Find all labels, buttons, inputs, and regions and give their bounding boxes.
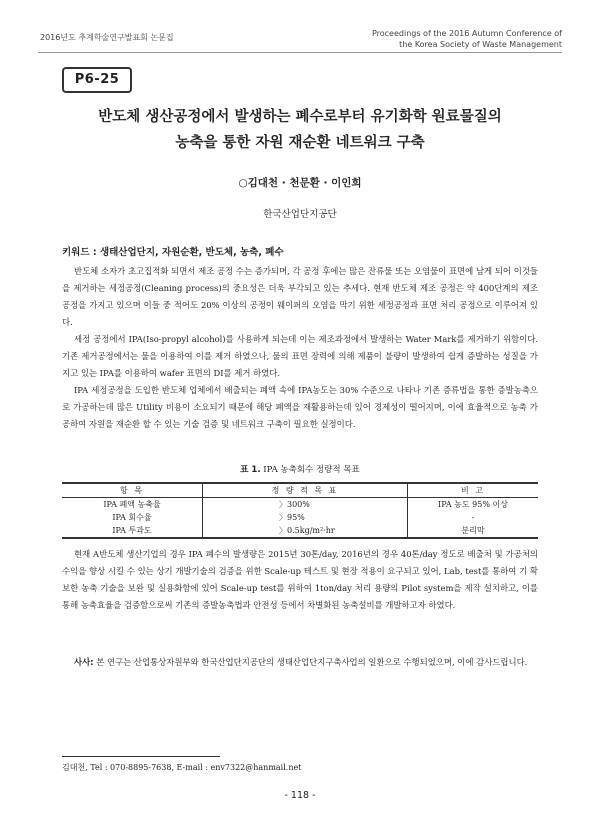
keywords-text: 생태산업단지, 자원순환, 반도체, 농축, 폐수 — [99, 247, 284, 258]
paper-title — [40, 104, 560, 156]
footnote-divider — [62, 756, 220, 757]
running-header-right-line2: the Korea Society of Waste Management — [399, 40, 562, 49]
table-cell-target: 〉0.5kg/m²·hr — [203, 524, 408, 538]
table-cell-target: 〉300% — [203, 498, 408, 512]
table-caption — [0, 463, 600, 475]
paper-code-badge: P6-25 — [62, 67, 132, 93]
table-cell-item: IPA 회수율 — [112, 513, 152, 522]
table-cell-note: - — [408, 511, 539, 524]
header-divider — [38, 52, 562, 53]
table-cell-item: IPA 폐액 농축율 — [103, 500, 161, 509]
table-row — [62, 498, 538, 512]
running-header-right-line1: Proceedings of the 2016 Autumn Conference of — [371, 29, 562, 38]
page-number: - 118 - — [284, 790, 316, 801]
table-header-row — [62, 483, 538, 498]
paper-title-line1: 반도체 생산공정에서 발생하는 폐수로부터 유기화학 원료물질의 — [98, 109, 502, 125]
table-caption-text: IPA 농축회수 정량적 목표 — [263, 465, 360, 475]
intro-paragraph-3: IPA 세정공정을 도입한 반도체 업체에서 배출되는 폐액 속에 IPA농도는 30% 수준으로 나타나 기존 증류법을 통한 증발농축으로 가공하는데 많은 Utility 비용이 소요되기 때문에 해당 폐액을 재활용하는데 있어 경제성이 떨어지며, 이에 효율적으로 농축 가공하여 자원을 재순환 할 수 있는 기술 검증 및 네트워크 구축이 필요한 실정이다. — [62, 385, 538, 429]
footnote-contact: 김대천, Tel : 070-8895-7638, E-mail : env7322@hanmail.net — [62, 763, 302, 772]
keywords — [62, 244, 284, 258]
table-cell-target: 〉95% — [203, 511, 408, 524]
table-header-item: 항 목 — [62, 483, 203, 498]
intro-section — [62, 263, 538, 433]
paper-title-line2: 농축을 통한 자원 재순환 네트워크 구축 — [175, 135, 425, 151]
table-caption-label: 표 1. — [240, 465, 261, 475]
table-cell-note: IPA 농도 95% 이상 — [408, 498, 539, 512]
acknowledgement-text: 본 연구는 산업통상자원부와 한국산업단지공단의 생태산업단지구축사업의 일환으로 수행되었으며, 이에 감사드립니다. — [96, 657, 528, 667]
intro-paragraph-2: 세정 공정에서 IPA(Iso-propyl alcohol)를 사용하게 되는데 이는 제조과정에서 발생하는 Water Mark를 제거하기 위함이다. 기존 제거공정에서는 물을 이용하여 이를 제거 하였으나, 물의 표면 장력에 의해 제품이 불량이 발생하여 쉽게 증발하는 성질을 가지고 있는 IPA를 이용하여 wafer 표면의 DI를 제거 하였다. — [62, 334, 538, 378]
running-header-left: 2016년도 추계학술연구발표회 논문집 — [40, 33, 174, 42]
acknowledgement — [62, 654, 538, 671]
acknowledgement-label: 사사: — [74, 657, 94, 667]
table-header-target: 정 량 적 목 표 — [203, 483, 408, 498]
table-header-note: 비 고 — [408, 483, 539, 498]
table-row — [62, 511, 538, 524]
keywords-label: 키워드 : — [62, 247, 97, 258]
table-row — [62, 524, 538, 538]
target-table — [62, 482, 538, 539]
body-section — [62, 546, 538, 614]
affiliation: 한국산업단지공단 — [263, 209, 337, 220]
body-paragraph: 현재 A반도체 생산기업의 경우 IPA 폐수의 발생량은 2015년 30톤/day, 2016년의 경우 40톤/day 정도로 배출처 및 가공처의 수익을 향상 시킬 수 있는 상기 개발기술의 검증을 위한 Scale-up 테스트 및 현장 적용이 요구되고 있어, Lab, test를 통하여 기 확보한 농축 기술을 보완 및 실용화함에 있어 Scale-up test를 위하여 1ton/day 처리 용량의 Pilot system을 제작 설치하고, 이를 통해 농축효율을 검증함으로써 기존의 증발농축법과 안전성 등에서 차별화된 농축설비를 개발하고자 하였다. — [62, 549, 538, 610]
running-header-right — [372, 28, 562, 50]
table-cell-note: 분리막 — [408, 524, 539, 538]
intro-paragraph-1: 반도체 소자가 초고집적화 되면서 제조 공정 수는 증가되며, 각 공정 후에는 많은 잔류물 또는 오염물이 표면에 남게 되어 이것들을 제거하는 세정공정(Cleaning process)의 중요성은 더욱 부각되고 있는 추세다. 현재 반도체 제조 공정은 약 400단계의 제조 공정을 가지고 있으며 이들 중 적어도 20% 이상의 공정이 웨이퍼의 오염을 막기 위한 세정공정과 표면 처리 공정으로 이루어져 있다. — [62, 266, 538, 327]
table-cell-item: IPA 투과도 — [62, 524, 203, 538]
author-list: ○김대천 · 천문환 · 이인희 — [238, 177, 362, 189]
